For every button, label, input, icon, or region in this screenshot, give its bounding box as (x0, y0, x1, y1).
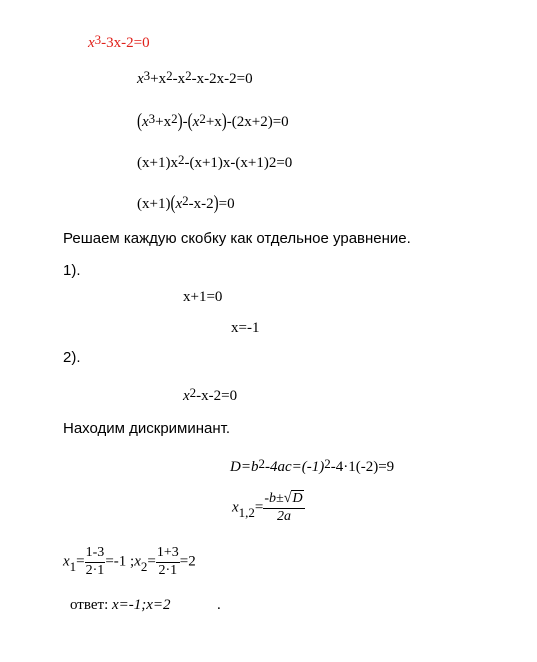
case-1-label: 1). (63, 262, 81, 279)
sqrt-symbol: √D (283, 491, 303, 506)
equation-factored-partial: $(x+1)x^2-(x+1)x-(x+1)2=0$ (137, 152, 293, 171)
discriminant-formula: $D=b^2-4ac=(-1)^2-4\cdot 1(-2)=9$ (230, 456, 395, 475)
equation-factored: $(x+1)(x^2-x-2)=0$ (137, 193, 235, 215)
case-2-equation: $x^2-x-2=0$ (183, 385, 238, 404)
roots-formula: $x_{1,2}=$ $\frac{-b\pm√D}{2a}$ (232, 491, 303, 524)
trailing-dot: . (217, 597, 221, 613)
equation-expanded: $x^3+x^2-x^2-x-2x-2=0$ (137, 68, 253, 87)
case-2-label: 2). (63, 349, 81, 366)
instruction-solve-each: Решаем каждую скобку как отдельное уравнение. (63, 230, 411, 247)
answer-line: ответ: x=-1;x=2 (70, 597, 171, 613)
instruction-find-discriminant: Находим дискриминант. (63, 420, 231, 437)
roots-fraction: $\frac{-b\pm√D}{2a}$ (264, 491, 303, 524)
roots-values: $x_1=$ $\frac{1-3}{2\cdot 1}$ =-1 $;x_2=$ $\frac{1+3}{2\cdot 1}$ =2 (63, 545, 196, 578)
equation-grouped: $(x^3+x^2)-(x^2+x)-(2x+2)=0$ (137, 111, 289, 133)
case-1-equation: x+1=0 (183, 289, 223, 305)
case-1-solution: x=-1 (231, 320, 260, 336)
equation-original: $x^3-3x-2=0$ (88, 32, 150, 51)
